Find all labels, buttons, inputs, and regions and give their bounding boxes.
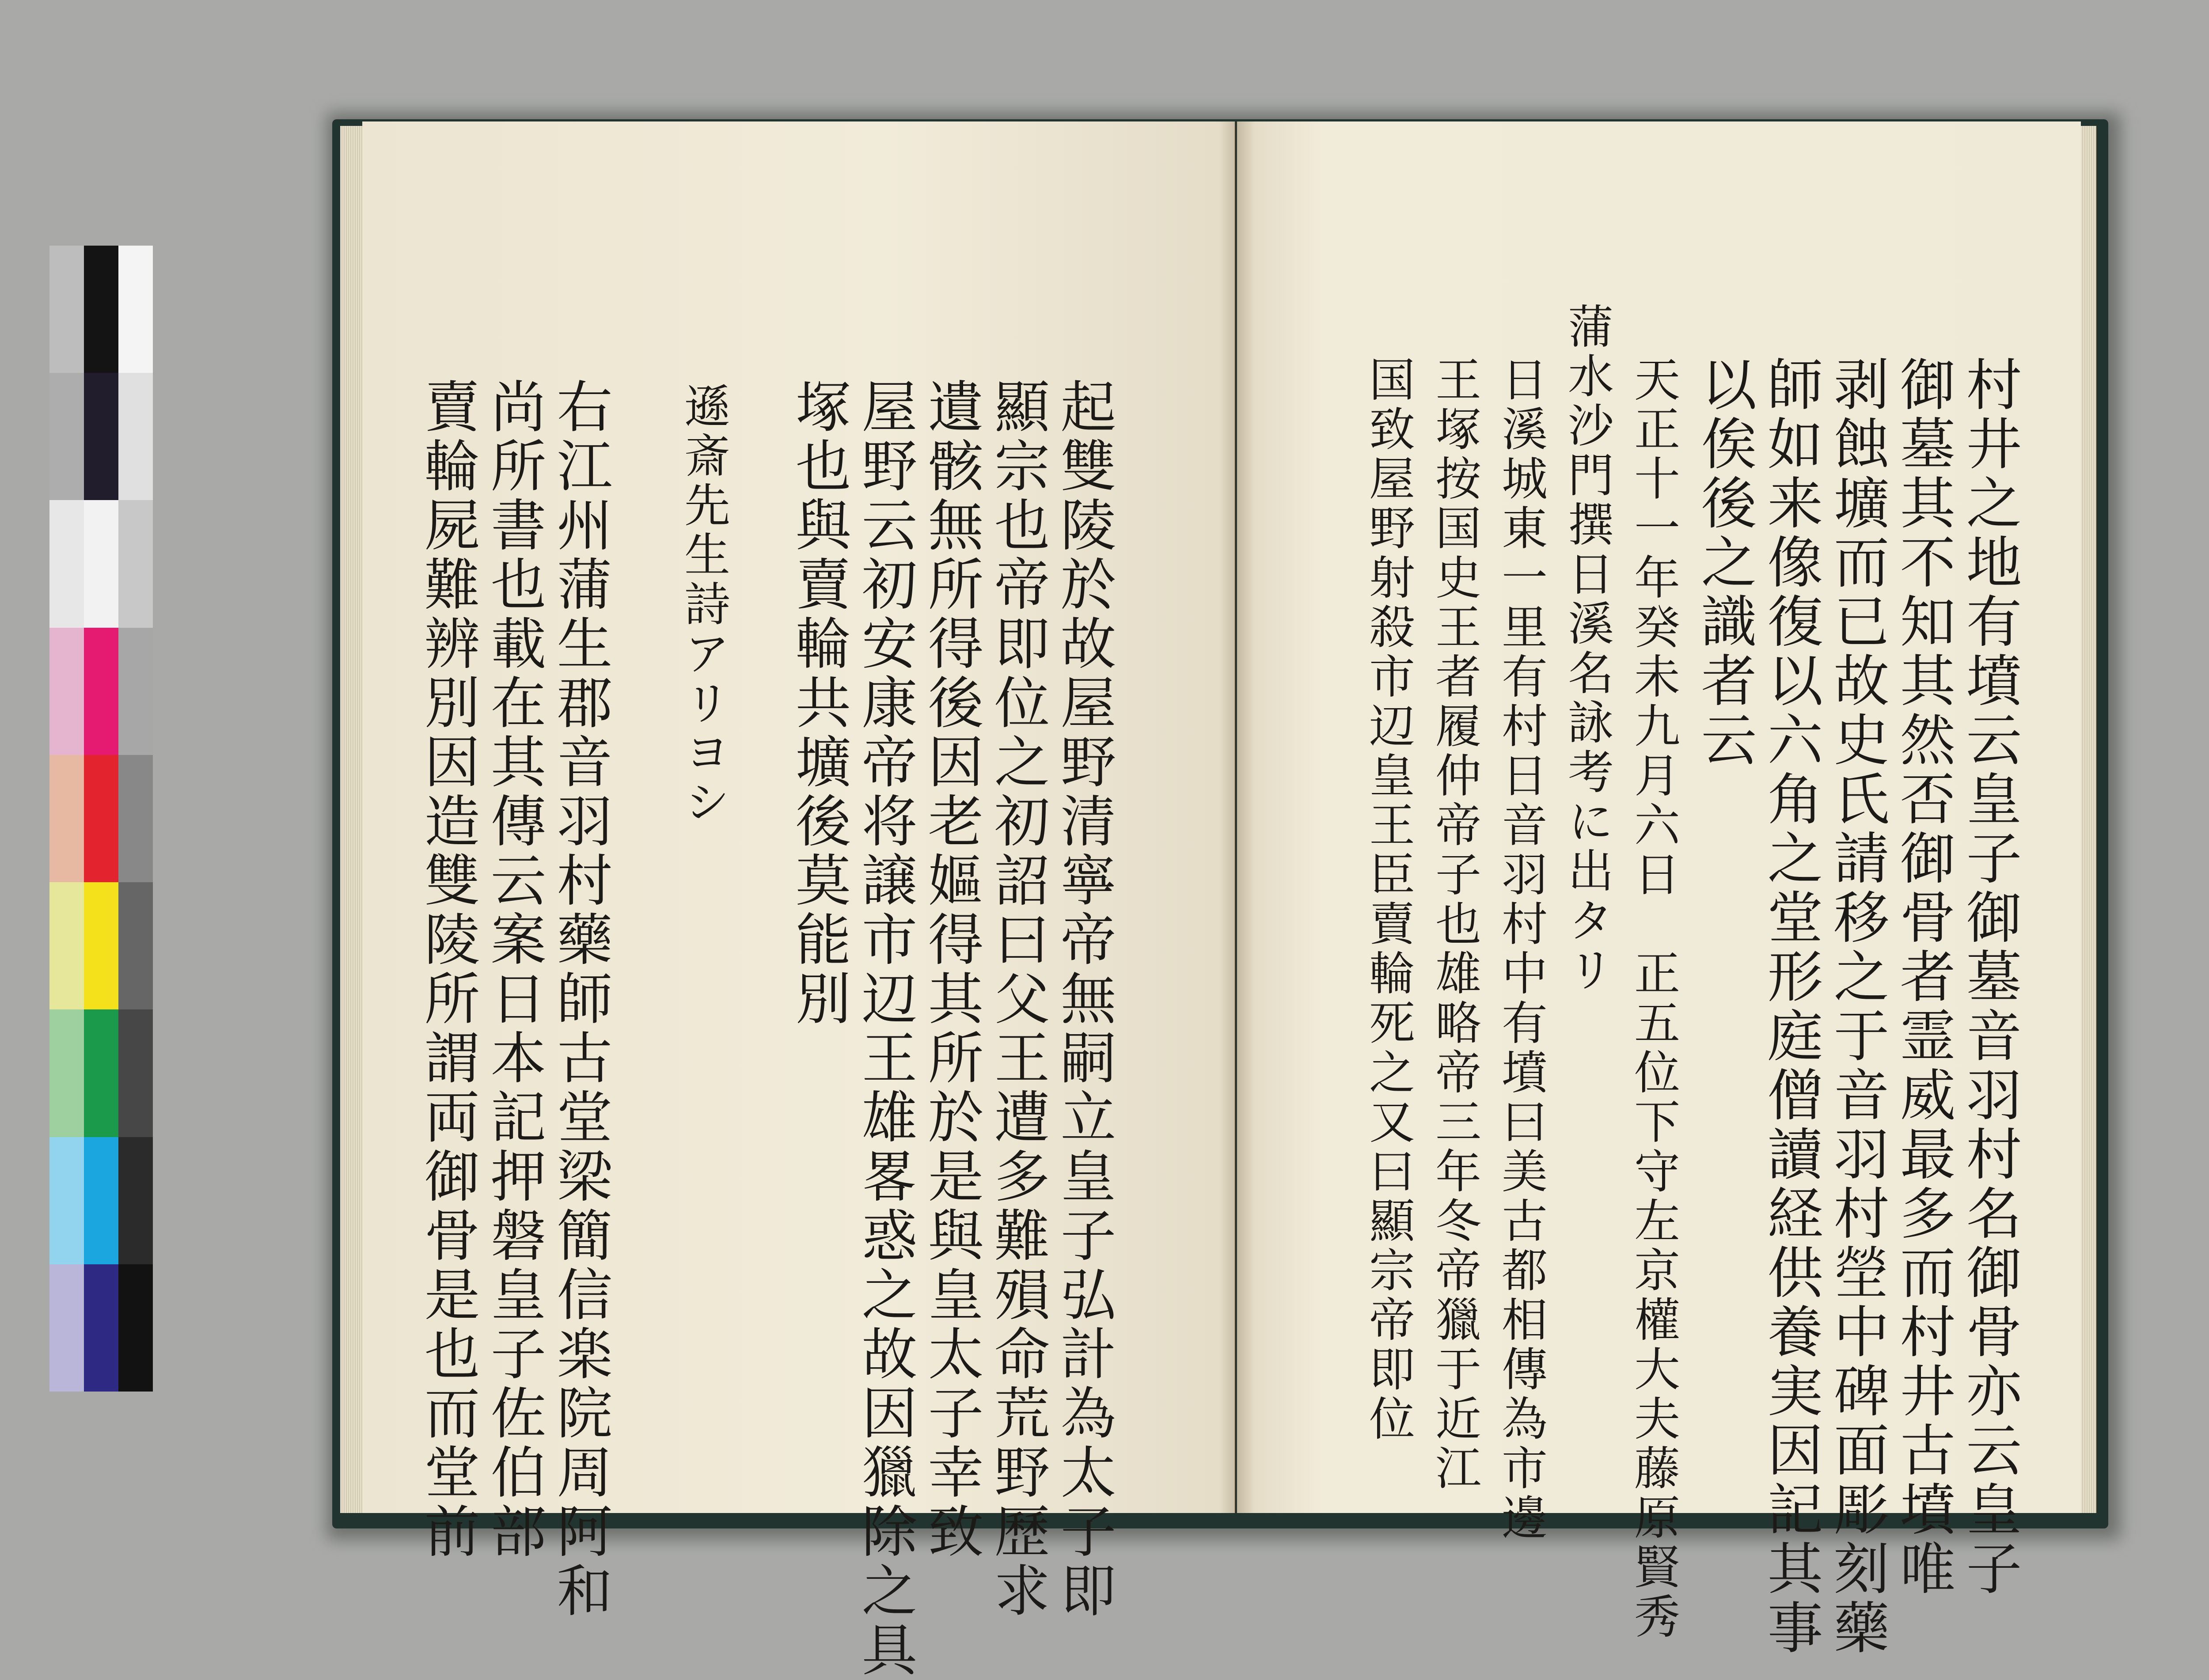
color-swatch xyxy=(118,373,153,500)
text-column: 国致屋野射殺市辺皇王臣賣輪死之又曰顯宗帝即位 xyxy=(1361,356,1415,1444)
color-swatch xyxy=(118,1137,153,1264)
color-swatch xyxy=(49,500,84,627)
color-swatch xyxy=(49,246,84,373)
color-swatch xyxy=(118,755,153,882)
text-column: 日溪城東一里有村日音羽村中有墳曰美古都相傳為市邊 xyxy=(1494,356,1548,1543)
color-swatch xyxy=(49,1009,84,1137)
color-swatch xyxy=(84,500,118,627)
color-calibration-chart xyxy=(49,246,154,1392)
color-swatch xyxy=(49,373,84,500)
right-page xyxy=(1237,121,2081,1658)
color-swatch xyxy=(49,628,84,755)
text-column: 右江州蒲生郡音羽村藥師古堂梁簡信楽院周阿和 xyxy=(548,378,613,1621)
color-swatch xyxy=(84,755,118,882)
color-swatch xyxy=(118,500,153,627)
color-chart-column xyxy=(84,246,118,1392)
text-column: 起雙陵於故屋野清寧帝無嗣立皇子弘計為太子即 xyxy=(1051,378,1116,1621)
text-column: 剥蝕壙而已故史氏請移之于音羽村塋中碑面彫刻藥 xyxy=(1825,356,1890,1658)
text-column: 顯宗也帝即位之初詔曰父王遭多難殞命荒野歷求 xyxy=(985,378,1050,1621)
book-gutter xyxy=(1219,121,1255,1513)
text-column: 村井之地有墳云皇子御墓音羽村名御骨亦云皇子 xyxy=(1957,356,2022,1599)
color-swatch xyxy=(84,882,118,1009)
text-column: 遜斎先生詩アリヨシ xyxy=(676,382,730,827)
color-swatch xyxy=(84,1264,118,1392)
color-swatch xyxy=(49,1137,84,1264)
text-column: 尚所書也載在其傳云案日本記押磐皇子佐伯部 xyxy=(482,378,547,1562)
color-swatch xyxy=(84,246,118,373)
text-column: 天正十一年癸未九月六日 正五位下守左京權大夫藤原賢秀 xyxy=(1626,356,1680,1642)
color-swatch xyxy=(84,1137,118,1264)
color-swatch xyxy=(49,755,84,882)
text-column: 師如来像復以六角之堂形庭僧讀経供養実因記其事 xyxy=(1758,356,1823,1658)
color-chart-column xyxy=(49,246,84,1392)
text-column: 賣輪屍難辨別因造雙陵所謂両御骨是也而堂前 xyxy=(415,378,480,1562)
text-column: 塚也與賣輪共壙後莫能別 xyxy=(786,378,851,1029)
color-swatch xyxy=(118,882,153,1009)
text-column: 遺骸無所得後因老嫗得其所於是與皇太子幸致 xyxy=(919,378,984,1562)
color-swatch xyxy=(84,628,118,755)
color-swatch xyxy=(49,1264,84,1392)
color-swatch xyxy=(84,1009,118,1137)
text-column: 王塚按国史王者履仲帝子也雄略帝三年冬帝獵于近江 xyxy=(1427,356,1481,1494)
text-column: 以俟後之識者云 xyxy=(1692,356,1757,770)
color-swatch xyxy=(118,628,153,755)
text-column: 蒲水沙門撰日溪名詠考に出タリ xyxy=(1560,303,1614,995)
color-swatch xyxy=(49,882,84,1009)
color-swatch xyxy=(118,1009,153,1137)
color-swatch xyxy=(118,1264,153,1392)
left-page xyxy=(362,121,1235,1680)
text-column: 御墓其不知其然否御骨者霊威最多而村井古墳唯 xyxy=(1891,356,1956,1599)
color-swatch xyxy=(84,373,118,500)
color-swatch xyxy=(118,246,153,373)
grayscale-chart-column xyxy=(118,246,153,1392)
text-column: 屋野云初安康帝将譲市辺王雄畧惑之故因獵除之具 xyxy=(853,378,918,1680)
